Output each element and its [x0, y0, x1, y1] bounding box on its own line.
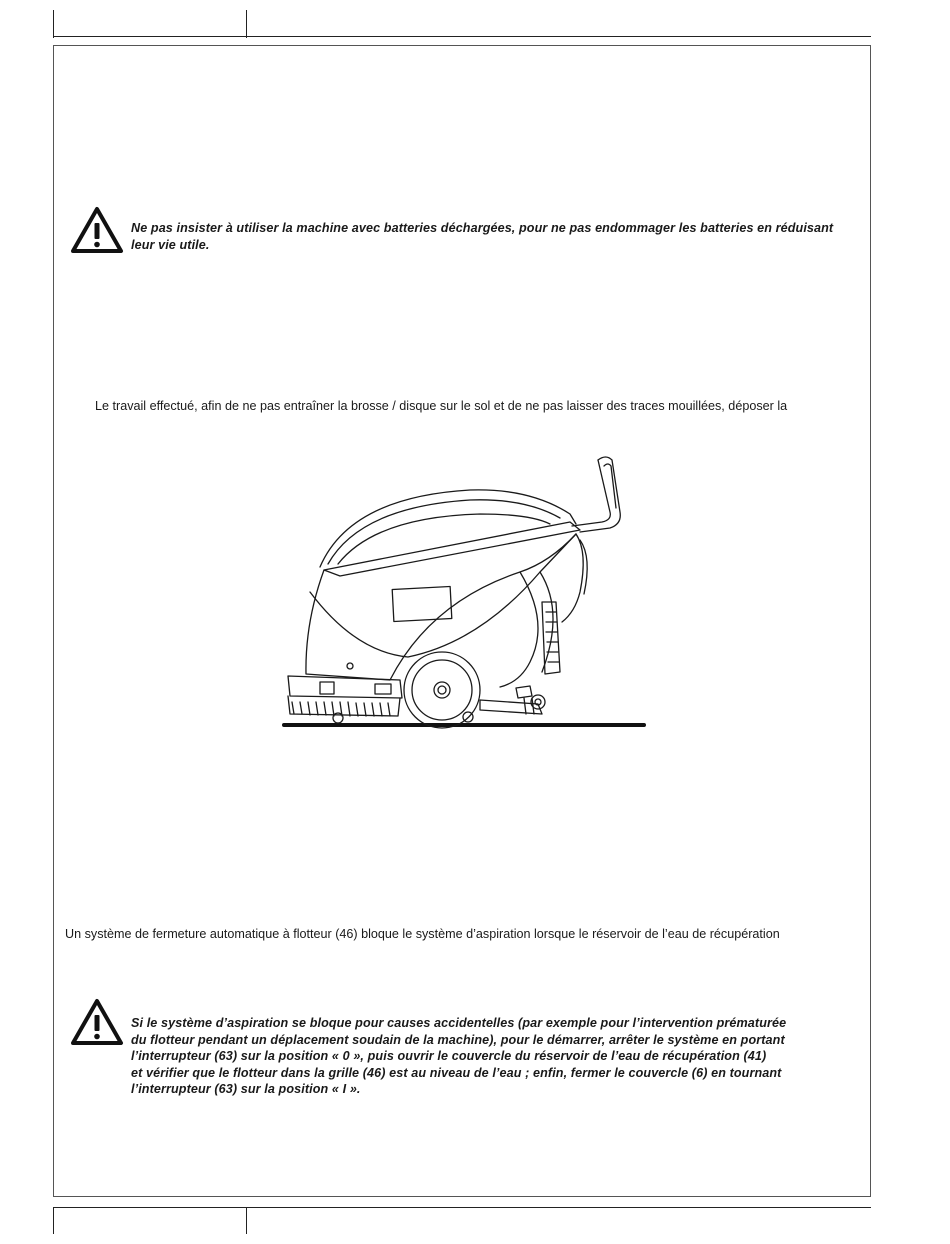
- paragraph-work-done: Le travail effectué, afin de ne pas entraîner la brosse / disque sur le sol et de ne pas laisser des traces mouillées, déposer la: [95, 399, 788, 413]
- warning-triangle-icon: [70, 206, 124, 254]
- paragraph-float-system: Un système de fermeture automatique à flotteur (46) bloque le système d’aspiration lorsque le réservoir de l’eau de récupération: [65, 927, 780, 941]
- floor-scrubber-machine-illustration: [280, 452, 650, 734]
- header-rule: [53, 36, 871, 37]
- warning-batteries-text: Ne pas insister à utiliser la machine avec batteries déchargées, pour ne pas endommager les batteries en réduisant leur vie utile.: [131, 221, 834, 252]
- warning-aspiration-line: Si le système d’aspiration se bloque pour causes accidentelles (par exemple pour l’intervention prématurée: [131, 1016, 787, 1030]
- warning-aspiration-line: et vérifier que le flotteur dans la grille (46) est au niveau de l’eau ; enfin, fermer le couvercle (6) en tournant: [131, 1065, 782, 1080]
- footer-divider-tick: [246, 1207, 247, 1234]
- warning-aspiration-line: l’interrupteur (63) sur la position « I ».: [131, 1082, 361, 1097]
- warning-aspiration-text: [131, 1015, 851, 1098]
- warning-aspiration-line: l’interrupteur (63) sur la position « 0 », puis ouvrir le couvercle du réservoir de l’eau de récupération (41): [131, 1049, 767, 1064]
- warning-triangle-icon: [70, 998, 124, 1046]
- header-divider-tick: [246, 10, 247, 38]
- warning-aspiration-line: du flotteur pendant un déplacement soudain de la machine), pour le démarrer, arrêter le système en portant: [131, 1032, 785, 1047]
- footer-left-tick: [53, 1207, 54, 1234]
- header-left-tick: [53, 10, 54, 38]
- footer-rule: [53, 1207, 871, 1208]
